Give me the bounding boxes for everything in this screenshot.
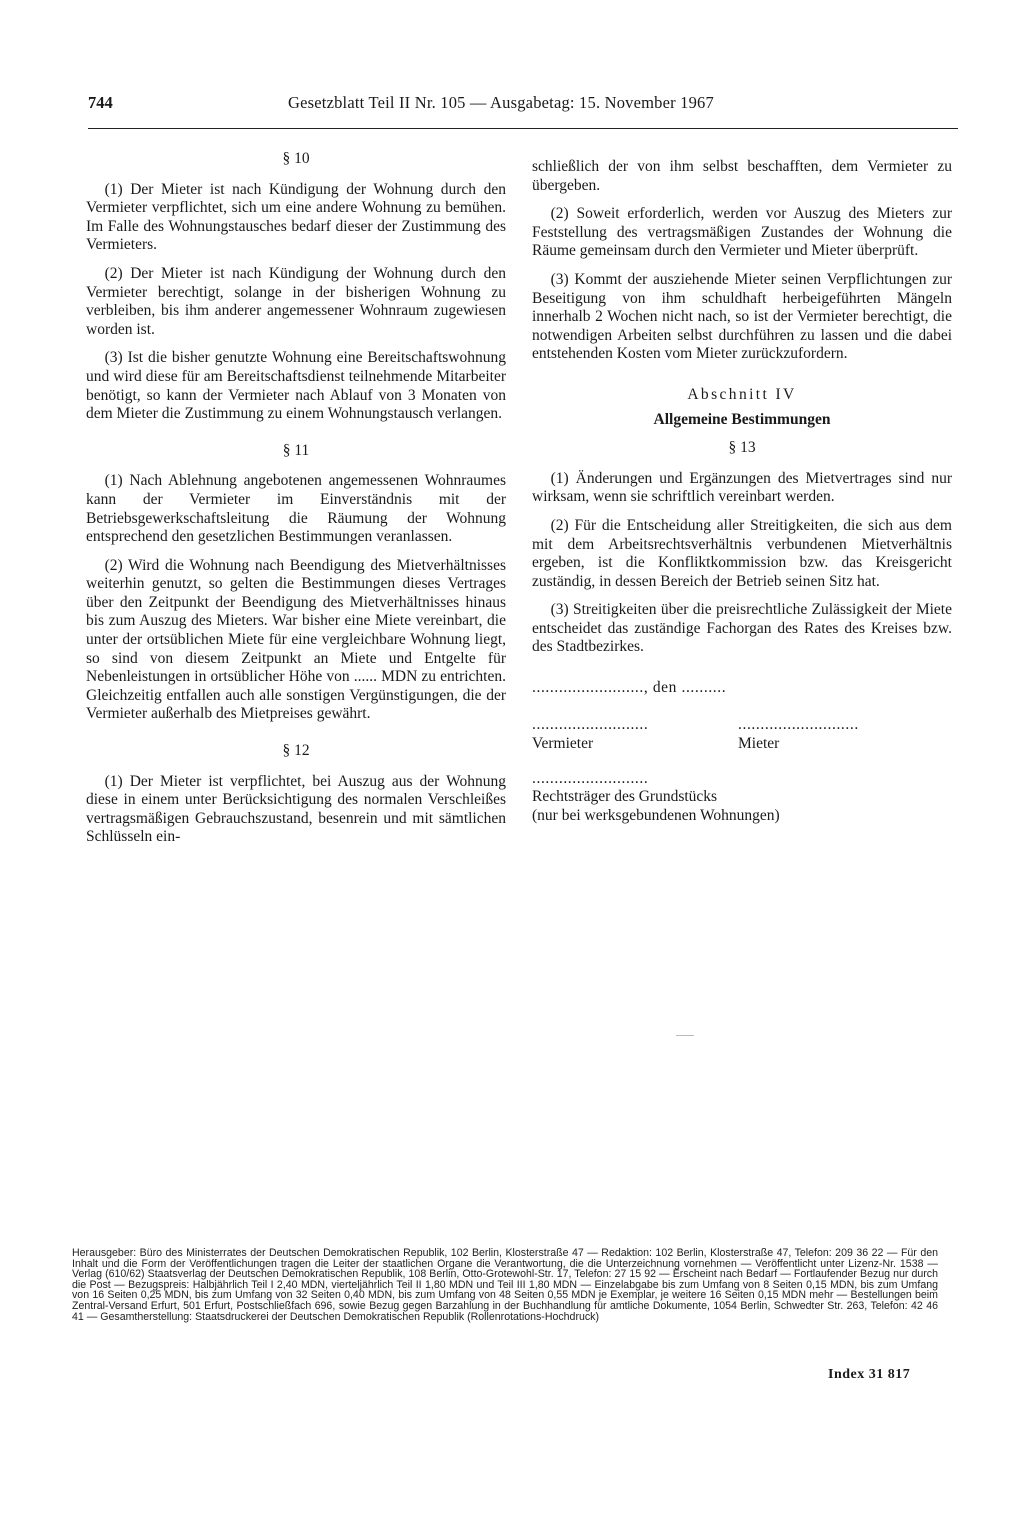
owner-label: Rechtsträger des Grundstücks <box>532 788 718 806</box>
section-13-paragraph-2: (2) Für die Entscheidung aller Streitigkeiten, die sich aus dem mit dem Arbeitsrechtsverhältnis verbundenen Mietverhältnis ergeben, ist die Konfliktkommission bzw. das Kreisgericht zuständig, in dessen Bereich der Betrieb seinen Sitz hat. <box>532 516 952 590</box>
section-10-paragraph-1: (1) Der Mieter ist nach Kündigung der Wohnung durch den Vermieter verpflichtet, sich um eine andere Wohnung zu bemühen. Im Falle des Wohnungstausches bedarf dieser der Zustimmung des Vermieters. <box>86 180 506 254</box>
section-13-paragraph-3: (3) Streitigkeiten über die preisrechtliche Zulässigkeit der Miete entscheidet das zuständige Fachorgan des Rates des Kreises bzw. des Stadtbezirkes. <box>532 601 952 656</box>
tenant-signature-dots: ........................... <box>738 715 859 733</box>
owner-note: (nur bei werksgebundenen Wohnungen) <box>532 806 780 824</box>
section-12-title: § 12 <box>282 742 310 760</box>
index-number: Index 31 817 <box>828 1367 911 1382</box>
chapter-heading: Abschnitt IV <box>687 385 797 403</box>
section-11-title: § 11 <box>282 441 310 459</box>
left-column <box>86 150 506 857</box>
page-number: 744 <box>88 93 113 112</box>
section-13-title: § 13 <box>728 439 756 457</box>
section-12-paragraph-3: (3) Kommt der ausziehende Mieter seinen Verpflichtungen zur Beseitigung von ihm schuldhaft herbeigeführten Mängeln innerhalb 2 Wochen nicht nach, so ist der Vermieter berechtigt, die notwendigen Arbeiten selbst durchführen zu lassen und die dabei entstehenden Kosten vom Mieter zurückzufordern. <box>532 270 952 363</box>
header-title: Gesetzblatt Teil II Nr. 105 — Ausgabetag: 15. November 1967 <box>288 93 714 112</box>
section-10-paragraph-3: (3) Ist die bisher genutzte Wohnung eine Bereitschaftswohnung und wird diese für am Bereitschaftsdienst teilnehmende Mitarbeiter benötigt, so kann der Vermieter nach Ablauf von 3 Monaten von dem Mieter die Zustimmung zu einem Wohnungstausch verlangen. <box>86 349 506 423</box>
section-12-paragraph-2: (2) Soweit erforderlich, werden vor Auszug des Mieters zur Feststellung des vertragsmäßigen Zustandes der Wohnung die Räume gemeinsam durch den Vermieter und Mieter überprüft. <box>532 205 952 260</box>
tenant-label: Mieter <box>738 734 780 752</box>
section-11-paragraph-1: (1) Nach Ablehnung angebotenen angemessenen Wohnraumes kann der Vermieter im Einverständnis mit der Betriebsgewerkschaftsleitung die Räumung der Wohnung entsprechend den gesetzlichen Bestimmungen veranlassen. <box>86 472 506 546</box>
signature-row <box>532 716 952 756</box>
place-date-dots: ........................., den .......... <box>532 679 727 697</box>
section-12-paragraph-1: (1) Der Mieter ist verpflichtet, bei Auszug aus der Wohnung diese in einem unter Berücksichtigung des normalen Verschleißes vertragsmäßigen Gebrauchszustand, besenrein und mit sämtlichen Schlüsseln ein- <box>86 772 506 846</box>
landlord-signature-dots: .......................... <box>532 715 649 733</box>
print-speck <box>676 1035 694 1036</box>
imprint-footer: Herausgeber: Büro des Ministerrates der Deutschen Demokratischen Republik, 102 Berlin, Klosterstraße 47 — Redaktion: 102 Berlin, Klosterstraße 47, Telefon: 209 36 22 — Für den Inhalt und die Form der Veröffentlichungen tragen die Leiter der staatlichen Organe die Verantwortung, die die Unterzeichnung vornehmen — Veröffentlicht unter Lizenz-Nr. 1538 — Verlag (610/62) Staatsverlag der Deutschen Demokratischen Republik, 108 Berlin, Otto-Grotewohl-Str. 17, Telefon: 27 15 92 — Erscheint nach Bedarf — Fortlaufender Bezug nur durch die Post — Bezugspreis: Halbjährlich Teil I 2,40 MDN, vierteljährlich Teil II 1,80 MDN und Teil III 1,80 MDN — Einzelabgabe bis zum Umfang von 8 Seiten 0,15 MDN, bis zum Umfang von 16 Seiten 0,25 MDN, bis zum Umfang von 32 Seiten 0,40 MDN, bis zum Umfang von 48 Seiten 0,55 MDN je Exemplar, je weitere 16 Seiten 0,15 MDN mehr — Bestellungen beim Zentral-Versand Erfurt, 501 Erfurt, Postschließfach 696, sowie Bezug gegen Barzahlung in der Buchhandlung für amtliche Dokumente, 1054 Berlin, Schwedter Str. 263, Telefon: 42 46 41 — Gesamtherstellung: Staatsdruckerei der Deutschen Demokratischen Republik (Rollenrotations-Hochdruck) <box>72 1247 938 1323</box>
section-12-continuation: schließlich der von ihm selbst beschafften, dem Vermieter zu übergeben. <box>532 158 952 194</box>
header-rule <box>88 128 958 129</box>
owner-signature-block <box>532 770 952 826</box>
page-header <box>88 93 958 123</box>
section-11-paragraph-2: (2) Wird die Wohnung nach Beendigung des Mietverhältnisses weiterhin genutzt, so gelten die Bestimmungen dieses Vertrages über den Zeitpunkt der Beendigung des Mietverhältnisses hinaus bis zum Auszug des Mieters. War bisher eine Miete vereinbart, die unter der ortsüblichen Miete für eine vergleichbare Wohnung liegt, so sind von diesem Zeitpunkt an Miete und Entgelte für Nebenleistungen in ortsüblicher Höhe von ...... MDN zu entrichten. Gleichzeitig entfallen auch alle sonstigen Vergünstigungen, die der Vermieter außerhalb des Mietpreises gewährt. <box>86 556 506 723</box>
section-13-paragraph-1: (1) Änderungen und Ergänzungen des Mietvertrages sind nur wirksam, wenn sie schriftlich vereinbart werden. <box>532 469 952 506</box>
right-column <box>532 158 952 825</box>
section-10-paragraph-2: (2) Der Mieter ist nach Kündigung der Wohnung durch den Vermieter berechtigt, solange in der bisherigen Wohnung zu verbleiben, bis ihm anderer angemessener Wohnraum zugewiesen worden ist. <box>86 264 506 338</box>
place-date-line <box>532 679 952 698</box>
owner-signature-dots: .......................... <box>532 769 649 787</box>
chapter-title: Allgemeine Bestimmungen <box>653 410 831 428</box>
landlord-label: Vermieter <box>532 734 594 752</box>
section-10-title: § 10 <box>282 150 310 167</box>
